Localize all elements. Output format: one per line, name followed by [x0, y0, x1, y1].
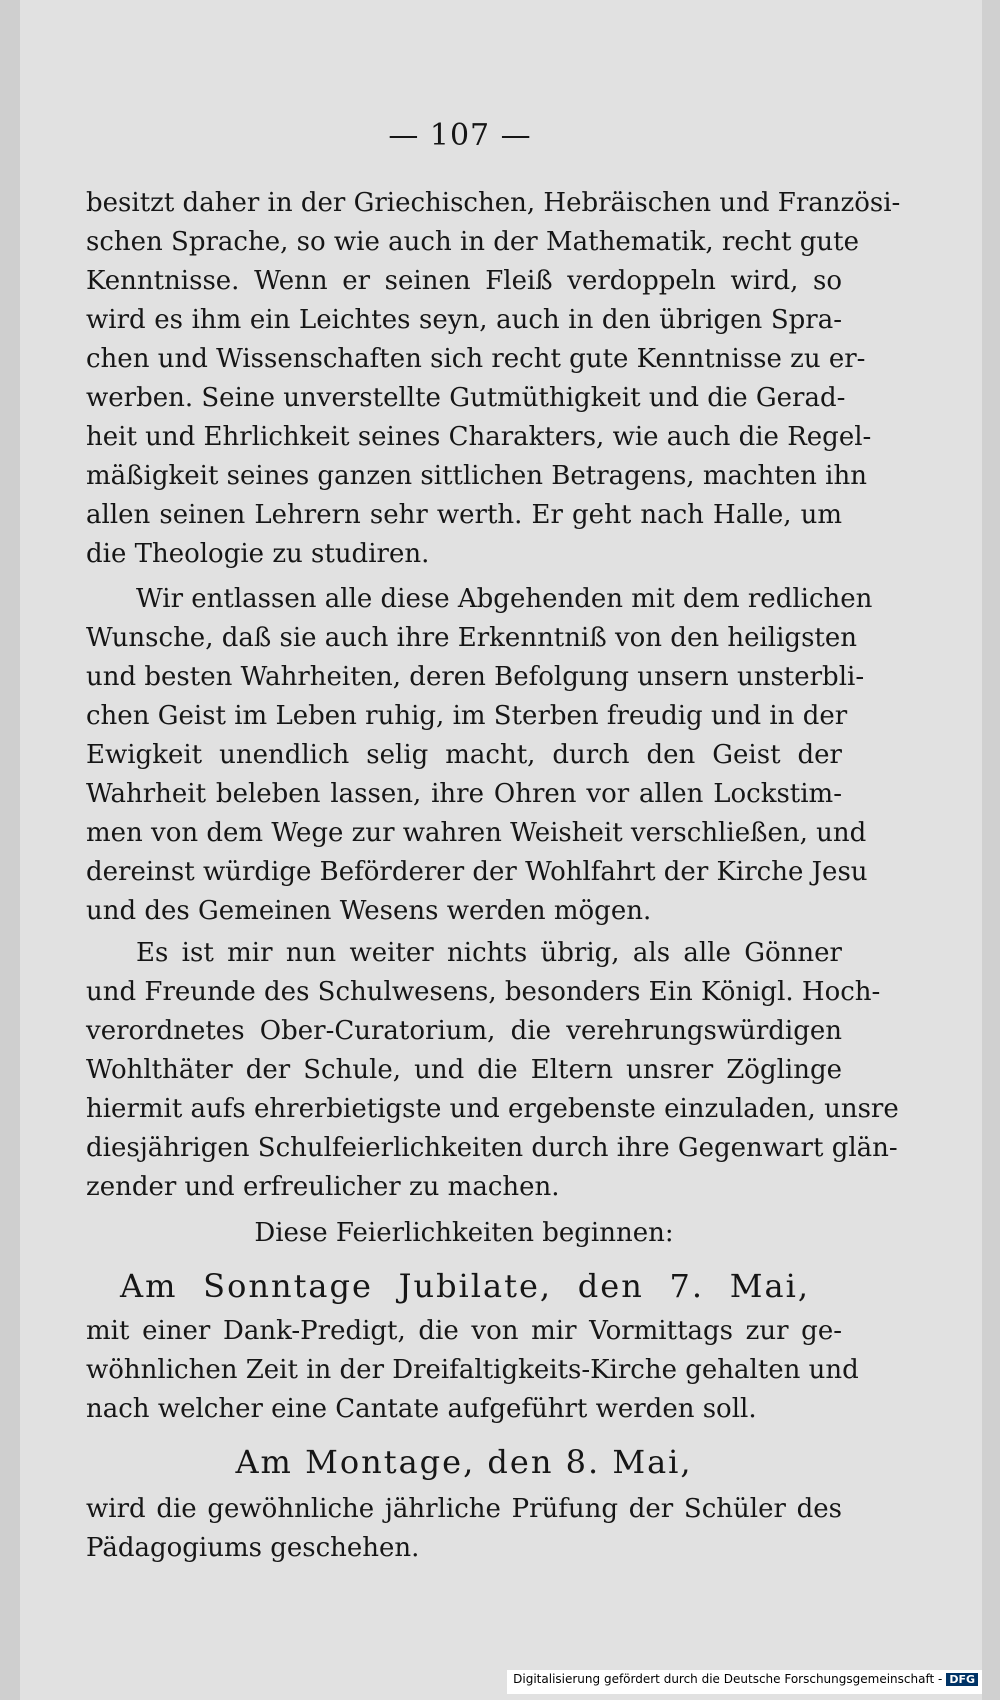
- text-line: Wir entlassen alle diese Abgehenden mit dem redlichen: [136, 584, 873, 614]
- text-line: Es ist mir nun weiter nichts übrig, als alle Gönner: [136, 938, 842, 968]
- text-line: zender und erfreulicher zu machen.: [86, 1172, 560, 1202]
- text-line: Wahrheit beleben lassen, ihre Ohren vor allen Lockstim-: [86, 779, 842, 809]
- text-line: chen Geist im Leben ruhig, im Sterben freudig und in der: [86, 701, 848, 731]
- text-line: diesjährigen Schulfeierlichkeiten durch ihre Gegenwart glän-: [86, 1133, 898, 1163]
- text-line: wöhnlichen Zeit in der Dreifaltigkeits-Kirche gehalten und: [86, 1355, 859, 1385]
- text-line: nach welcher eine Cantate aufgeführt werden soll.: [86, 1394, 757, 1424]
- text-line: verordnetes Ober-Curatorium, die verehrungswürdigen: [86, 1016, 842, 1046]
- text-line: wird es ihm ein Leichtes seyn, auch in den übrigen Spra-: [86, 305, 842, 335]
- text-line: hiermit aufs ehrerbietigste und ergebenste einzuladen, unsre: [86, 1094, 899, 1124]
- credit-text: Digitalisierung gefördert durch die Deutsche Forschungsgemeinschaft -: [513, 1672, 943, 1686]
- text-line: schen Sprache, so wie auch in der Mathematik, recht gute: [86, 227, 859, 257]
- text-line: besitzt daher in der Griechischen, Hebräischen und Französi-: [86, 188, 901, 218]
- text-line: Ewigkeit unendlich selig macht, durch den Geist der: [86, 740, 842, 770]
- text-line: Pädagogiums geschehen.: [86, 1533, 420, 1563]
- text-line: Wohlthäter der Schule, und die Eltern unsrer Zöglinge: [86, 1055, 842, 1085]
- text-line: men von dem Wege zur wahren Weisheit verschließen, und: [86, 818, 867, 848]
- text-line: chen und Wissenschaften sich recht gute Kenntnisse zu er-: [86, 344, 866, 374]
- text-line: und Freunde des Schulwesens, besonders Ein Königl. Hoch-: [86, 977, 881, 1007]
- text-line: mäßigkeit seines ganzen sittlichen Betragens, machten ihn: [86, 461, 867, 491]
- announcement-line: Diese Feierlichkeiten beginnen:: [254, 1218, 674, 1248]
- text-line: und des Gemeinen Wesens werden mögen.: [86, 896, 652, 926]
- digitization-credit: [507, 1670, 982, 1694]
- text-line: werben. Seine unverstellte Gutmüthigkeit und die Gerad-: [86, 383, 846, 413]
- dfg-logo: DFG: [946, 1673, 978, 1686]
- text-line: Kenntnisse. Wenn er seinen Fleiß verdoppeln wird, so: [86, 266, 842, 296]
- page-edge-right: [982, 0, 1000, 1700]
- text-line: heit und Ehrlichkeit seines Charakters, wie auch die Regel-: [86, 422, 872, 452]
- monday-heading: Am Montage, den 8. Mai,: [235, 1443, 693, 1481]
- text-line: wird die gewöhnliche jährliche Prüfung der Schüler des: [86, 1494, 842, 1524]
- sunday-heading: Am Sonntage Jubilate, den 7. Mai,: [120, 1267, 810, 1305]
- text-line: dereinst würdige Beförderer der Wohlfahrt der Kirche Jesu: [86, 857, 868, 887]
- text-line: Wunsche, daß sie auch ihre Erkenntniß von den heiligsten: [86, 623, 857, 653]
- text-line: mit einer Dank-Predigt, die von mir Vormittags zur ge-: [86, 1316, 842, 1346]
- page-edge-left: [0, 0, 20, 1700]
- text-line: allen seinen Lehrern sehr werth. Er geht nach Halle, um: [86, 500, 842, 530]
- page-number: — 107 —: [388, 118, 532, 153]
- text-line: und besten Wahrheiten, deren Befolgung unsern unsterbli-: [86, 662, 865, 692]
- text-line: die Theologie zu studiren.: [86, 539, 430, 569]
